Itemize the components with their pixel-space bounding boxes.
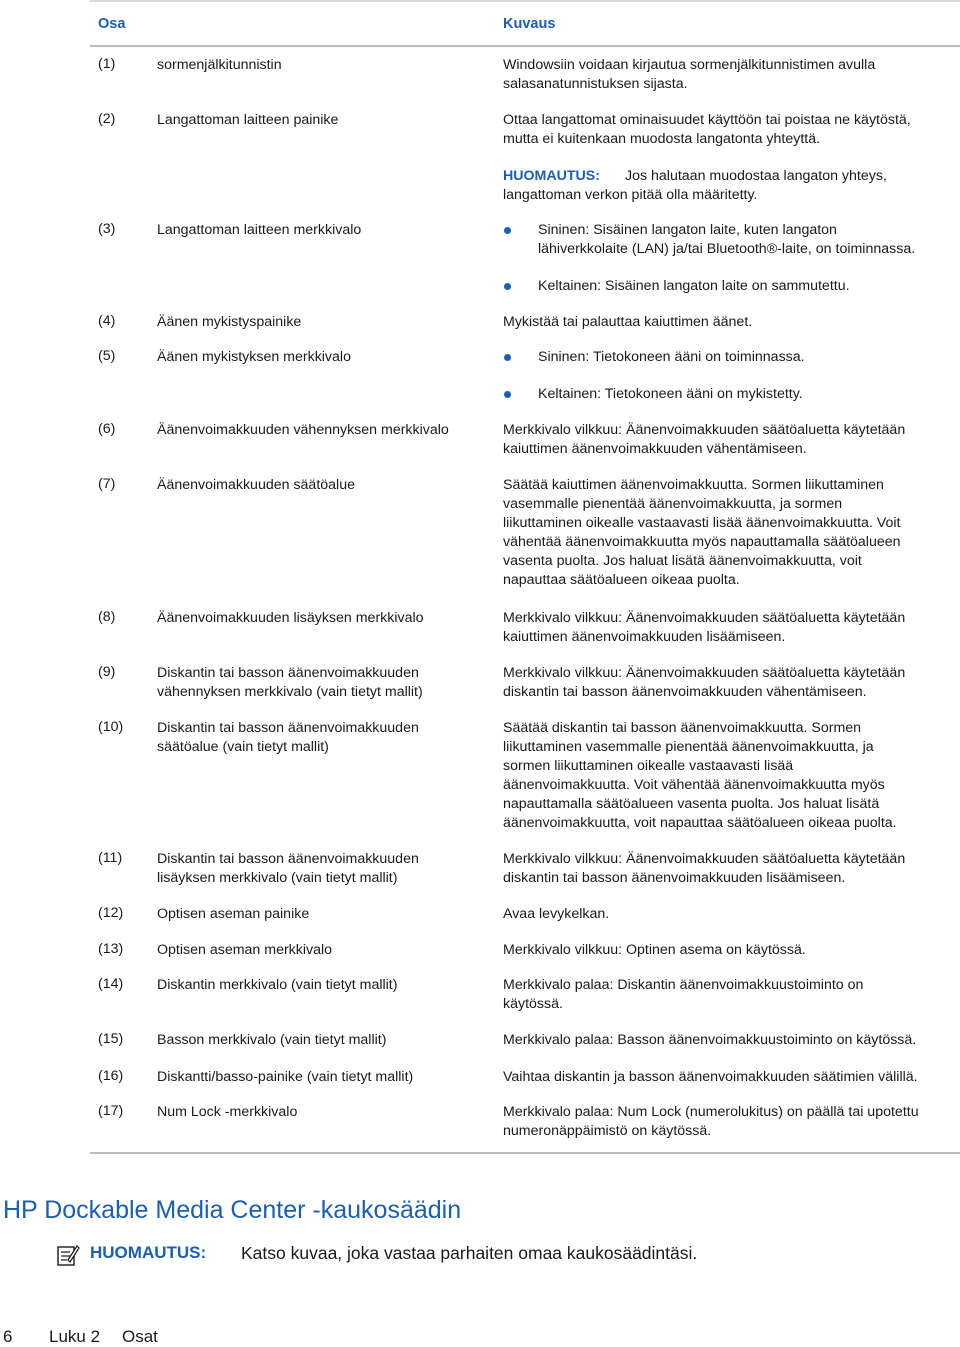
row-description: Merkkivalo palaa: Num Lock (numerolukitus) on päällä tai upotettu: [503, 1104, 919, 1120]
row-description: Merkkivalo vilkkuu: Äänenvoimakkuuden säätöaluetta käytetään: [503, 851, 906, 867]
row-description: kaiuttimen äänenvoimakkuuden lisäämiseen.: [503, 629, 786, 645]
chapter-title: Osat: [122, 1327, 158, 1346]
row-number: (10): [98, 719, 124, 735]
row-description: äänenvoimakkuutta. Voit vähentää äänenvoimakkuutta myös: [503, 777, 885, 793]
bullet-text: lähiverkkolaite (LAN) ja/tai Bluetooth®-laite, on toiminnassa.: [538, 241, 916, 257]
row-description: Merkkivalo vilkkuu: Äänenvoimakkuuden säätöaluetta käytetään: [503, 665, 906, 681]
row-description: sormen liikuttaminen oikealle vastaavasti lisää: [503, 758, 794, 774]
row-part-name: Optisen aseman merkkivalo: [157, 942, 333, 958]
row-number: (2): [98, 111, 116, 127]
row-number: (11): [98, 850, 123, 866]
row-number: (4): [98, 313, 116, 329]
row-description: vasemmalle pienentää äänenvoimakkuutta, ja sormen: [503, 496, 843, 512]
table-header: [90, 0, 960, 47]
note-label: HUOMAUTUS:: [503, 168, 600, 184]
row-number: (1): [98, 56, 116, 72]
row-part-name: Diskantin tai basson äänenvoimakkuuden: [157, 665, 419, 681]
chapter-label: Luku 2: [49, 1327, 101, 1346]
row-description: numeronäppäimistö on käytössä.: [503, 1123, 712, 1139]
row-description: kaiuttimen äänenvoimakkuuden vähentämiseen.: [503, 441, 807, 457]
row-description: Merkkivalo palaa: Basson äänenvoimakkuustoiminto on käytössä.: [503, 1032, 917, 1048]
row-number: (6): [98, 421, 116, 437]
note-text: Katso kuvaa, joka vastaa parhaiten omaa kaukosäädintäsi.: [241, 1243, 698, 1263]
row-part-name: Langattoman laitteen painike: [157, 112, 339, 128]
bullet-icon: [504, 354, 511, 361]
row-description: Säätää kaiuttimen äänenvoimakkuutta. Sormen liikuttaminen: [503, 477, 884, 493]
row-number: (5): [98, 348, 116, 364]
bullet-text: Sininen: Sisäinen langaton laite, kuten langaton: [538, 222, 837, 238]
row-part-name: lisäyksen merkkivalo (vain tietyt mallit): [157, 870, 398, 886]
table-bottom-rule: [90, 1152, 960, 1154]
note-label: HUOMAUTUS:: [90, 1243, 207, 1262]
header-part: Osa: [98, 16, 126, 32]
row-description: mutta ei kuitenkaan muodosta langatonta yhteyttä.: [503, 131, 821, 147]
row-number: (13): [98, 941, 124, 957]
bullet-text: Keltainen: Sisäinen langaton laite on sammutettu.: [538, 278, 850, 294]
row-description: Merkkivalo vilkkuu: Optinen asema on käytössä.: [503, 942, 806, 958]
row-part-name: Äänen mykistyspainike: [157, 314, 302, 330]
row-number: (14): [98, 976, 124, 992]
row-part-name: Äänenvoimakkuuden vähennyksen merkkivalo: [157, 422, 449, 438]
bullet-text: Sininen: Tietokoneen ääni on toiminnassa.: [538, 349, 805, 365]
row-description: liikuttaminen oikealle vastaavasti lisää äänenvoimakkuutta. Voit: [503, 515, 901, 531]
row-number: (3): [98, 221, 116, 237]
row-part-name: Langattoman laitteen merkkivalo: [157, 222, 362, 238]
bullet-icon: [504, 283, 511, 290]
row-description: liikuttaminen vasemmalle pienentää äänenvoimakkuutta, ja: [503, 739, 874, 755]
row-part-name: vähennyksen merkkivalo (vain tietyt mallit): [157, 684, 423, 700]
row-description: Merkkivalo palaa: Diskantin äänenvoimakkuustoiminto on: [503, 977, 864, 993]
note-icon: [56, 1243, 80, 1267]
row-description: Mykistää tai palauttaa kaiuttimen äänet.: [503, 314, 753, 330]
row-description: Merkkivalo vilkkuu: Äänenvoimakkuuden säätöaluetta käytetään: [503, 610, 906, 626]
row-part-name: Basson merkkivalo (vain tietyt mallit): [157, 1032, 387, 1048]
row-description: Ottaa langattomat ominaisuudet käyttöön tai poistaa ne käytöstä,: [503, 112, 911, 128]
bullet-text: Keltainen: Tietokoneen ääni on mykistetty.: [538, 386, 803, 402]
row-part-name: Optisen aseman painike: [157, 906, 310, 922]
row-description: diskantin tai basson äänenvoimakkuuden lisäämiseen.: [503, 870, 846, 886]
row-part-name: Diskantin tai basson äänenvoimakkuuden: [157, 720, 419, 736]
row-description: salasanatunnistuksen sijasta.: [503, 76, 688, 92]
row-part-name: Num Lock -merkkivalo: [157, 1104, 298, 1120]
row-description: diskantin tai basson äänenvoimakkuuden vähentämiseen.: [503, 684, 867, 700]
row-description: Avaa levykelkan.: [503, 906, 610, 922]
row-description: vasenta puolta. Jos haluat lisätä äänenvoimakkuutta, voit: [503, 553, 862, 569]
row-description: napauttamalla säätöalueen vasenta puolta. Jos haluat lisätä: [503, 796, 880, 812]
note-text: Jos halutaan muodostaa langaton yhteys,: [625, 168, 887, 184]
bullet-icon: [504, 391, 511, 398]
row-number: (16): [98, 1068, 124, 1084]
bullet-icon: [504, 227, 511, 234]
page-number: 6: [3, 1327, 13, 1346]
row-number: (15): [98, 1031, 124, 1047]
row-description: napauttaa säätöalueen oikeaa puolta.: [503, 572, 740, 588]
row-number: (9): [98, 664, 116, 680]
row-number: (8): [98, 609, 116, 625]
row-description: vähentää äänenvoimakkuutta myös napauttamalla säätöalueen: [503, 534, 901, 550]
section-title: HP Dockable Media Center -kaukosäädin: [3, 1196, 462, 1224]
row-description: Säätää diskantin tai basson äänenvoimakkuutta. Sormen: [503, 720, 862, 736]
row-description: käytössä.: [503, 996, 563, 1012]
row-part-name: Diskantin merkkivalo (vain tietyt mallit): [157, 977, 398, 993]
note-text: langattoman verkon pitää olla määritetty.: [503, 187, 758, 203]
row-description: Windowsiin voidaan kirjautua sormenjälkitunnistimen avulla: [503, 57, 876, 73]
row-part-name: säätöalue (vain tietyt mallit): [157, 739, 329, 755]
row-part-name: Äänenvoimakkuuden säätöalue: [157, 477, 355, 493]
components-table: [90, 0, 960, 1139]
row-number: (12): [98, 905, 124, 921]
row-part-name: Äänenvoimakkuuden lisäyksen merkkivalo: [157, 610, 424, 626]
row-part-name: Diskantti/basso-painike (vain tietyt mallit): [157, 1069, 414, 1085]
row-number: (7): [98, 476, 116, 492]
row-part-name: Äänen mykistyksen merkkivalo: [157, 349, 351, 365]
row-part-name: sormenjälkitunnistin: [157, 57, 282, 73]
row-description: Merkkivalo vilkkuu: Äänenvoimakkuuden säätöaluetta käytetään: [503, 422, 906, 438]
row-part-name: Diskantin tai basson äänenvoimakkuuden: [157, 851, 419, 867]
row-description: äänenvoimakkuutta, voit napauttaa säätöalueen oikeaa puolta.: [503, 815, 897, 831]
header-description: Kuvaus: [503, 16, 556, 32]
row-description: Vaihtaa diskantin ja basson äänenvoimakkuuden säätimien välillä.: [503, 1069, 918, 1085]
row-number: (17): [98, 1103, 124, 1119]
